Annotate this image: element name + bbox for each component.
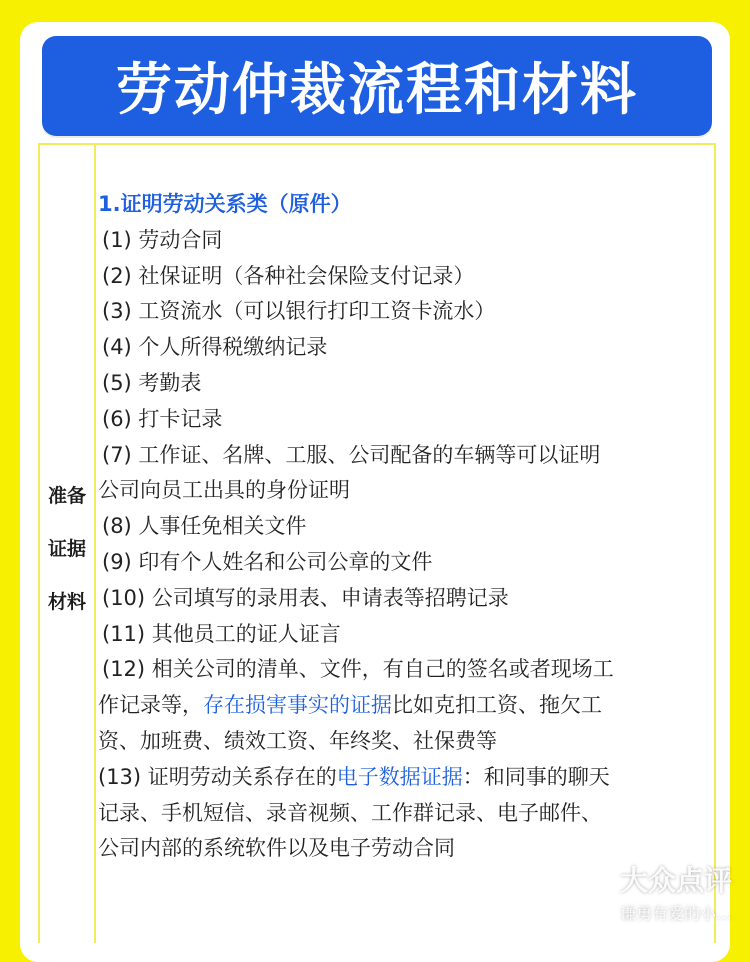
- list-item: (5) 考勤表: [102, 370, 202, 395]
- list-item: (2) 社保证明（各种社会保险支付记录）: [102, 263, 475, 288]
- list-item: (11) 其他员工的证人证言: [102, 621, 341, 646]
- list-item-continuation: 记录、手机短信、录音视频、工作群记录、电子邮件、: [98, 800, 602, 825]
- section-heading: 1.证明劳动关系类（原件）: [98, 192, 352, 216]
- list-item-continuation: [98, 688, 710, 724]
- list-item-continuation: 公司向员工出具的身份证明: [98, 478, 350, 503]
- list-item: (3) 工资流水（可以银行打印工资卡流水）: [102, 299, 496, 324]
- list-item: (9) 印有个人姓名和公司公章的文件: [102, 549, 433, 574]
- list-item: (1) 劳动合同: [102, 227, 223, 252]
- watermark-brand: 大众点评: [619, 864, 732, 897]
- list-item: (10) 公司填写的录用表、申请表等招聘记录: [102, 585, 509, 610]
- list-item-continuation: 公司内部的系统软件以及电子劳动合同: [98, 836, 455, 861]
- list-item: (7) 工作证、名牌、工服、公司配备的车辆等可以证明: [102, 442, 601, 467]
- title-banner: [42, 36, 712, 136]
- watermark: [588, 859, 732, 924]
- column-divider: [94, 143, 96, 943]
- item-text: 比如克扣工资、拖欠工: [392, 693, 602, 718]
- list-item: (12) 相关公司的清单、文件，有自己的签名或者现场工: [102, 657, 614, 682]
- page-title: 劳动仲裁流程和材料: [116, 58, 638, 123]
- side-label-line: 证据: [47, 538, 86, 560]
- side-label-line: 准备: [47, 485, 86, 507]
- list-item-continuation: 资、加班费、绩效工资、年终奖、社保费等: [98, 728, 497, 753]
- list-item: (8) 人事任免相关文件: [102, 514, 307, 539]
- item-text: (13) 证明劳动关系存在的: [98, 764, 337, 789]
- watermark-brand-row: [588, 859, 732, 899]
- item-text: 作记录等，: [98, 693, 203, 718]
- list-item: (6) 打卡记录: [102, 406, 223, 431]
- dianping-logo-icon: [588, 865, 616, 893]
- list-item: (4) 个人所得税缴纳记录: [102, 335, 328, 360]
- highlight-text: 存在损害事实的证据: [203, 693, 392, 718]
- watermark-subtitle: 谦勇有爱的小…: [619, 904, 732, 923]
- side-label: [40, 470, 94, 629]
- side-label-line: 材料: [47, 591, 86, 613]
- highlight-text: 电子数据证据: [336, 764, 463, 789]
- list-item: [98, 760, 710, 796]
- item-text: ：和同事的聊天: [462, 764, 610, 789]
- evidence-list: [98, 187, 710, 867]
